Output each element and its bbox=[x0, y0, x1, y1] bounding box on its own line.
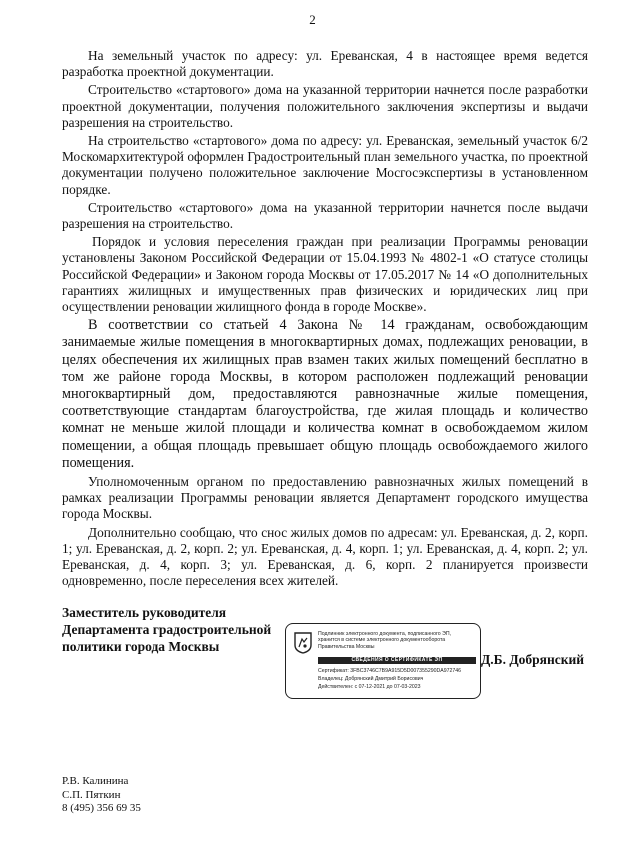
letter-body bbox=[62, 48, 588, 592]
stamp-notice-line: хранится в системе электронного документооборота bbox=[318, 637, 446, 644]
stamp-notice bbox=[318, 631, 476, 650]
electronic-signature-stamp bbox=[285, 623, 481, 699]
moscow-coat-of-arms-icon bbox=[294, 632, 312, 654]
performer-phone: 8 (495) 356 69 35 bbox=[62, 802, 141, 814]
signatory-title-line: Департамента градостроительной bbox=[62, 622, 272, 637]
paragraph: Уполномоченным органом по предоставлению равнозначных жилых помещений в рамках реализации Программы реновации является Департамент городского имущества города Москвы. bbox=[62, 474, 588, 522]
page-number: 2 bbox=[309, 12, 316, 27]
paragraph: Строительство «стартового» дома на указанной территории начнется после выдачи разрешения на строительство. bbox=[62, 199, 588, 232]
signatory-title-line: Заместитель руководителя bbox=[62, 605, 227, 620]
paragraph: Дополнительно сообщаю, что снос жилых домов по адресам: ул. Ереванская, д. 2, корп. 1; ул. Ереванская, д. 2, корп. 2; ул. Ереванская, д. 4, корп. 1; ул. Ереванская, д. 4, корп. 2; ул. Ереванская, д. 4, корп. 3; ул. Ереванская, д. 6, корп. 2 планируется произвести одновременно, после переселения всех жителей. bbox=[62, 524, 588, 589]
signatory-title-line: политики города Москвы bbox=[62, 639, 220, 654]
paragraph: Строительство «стартового» дома на указанной территории начнется после разработки проектной документации, получения положительного заключения экспертизы и выдачи разрешения на строительство. bbox=[62, 82, 588, 130]
performers-block bbox=[62, 775, 141, 816]
paragraph: На земельный участок по адресу: ул. Ереванская, 4 в настоящее время ведется разработка проектной документации. bbox=[62, 48, 588, 80]
stamp-notice-line: Подлинник электронного документа, подписанного ЭП, bbox=[318, 631, 452, 637]
paragraph: Порядок и условия переселения граждан при реализации Программы реновации установлены Законом Российской Федерации от 15.04.1993 № 4802-1 «О статусе столицы Российской Федерации» и Законом города Москвы от 17.05.2017 № 14 «О дополнительных гарантиях жилищных и имущественных прав физических и юридических лиц при осуществлении реновации жилищного фонда в городе Москве». bbox=[62, 234, 588, 315]
performer-line: С.П. Пяткин bbox=[62, 788, 121, 801]
stamp-certificate: Сертификат: 3FBC3746C7B9A915D5D007355290DA972746 bbox=[318, 668, 462, 674]
stamp-validity: Действителен: с 07-12-2021 до 07-03-2023 bbox=[318, 684, 421, 690]
stamp-header: СВЕДЕНИЯ О СЕРТИФИКАТЕ ЭП bbox=[318, 657, 476, 664]
paragraph: В соответствии со статьей 4 Закона № 14 гражданам, освобождающим занимаемые жилые помещения в многоквартирных домах, подлежащих реновации, в целях обеспечения их жилищных прав взамен таких жилых помещений бесплатно в том же районе города Москвы, в котором расположен подлежащий реновации многоквартирный дом, предоставляются равнозначные жилые помещения, соответствующие стандартам благоустройства, где жилая площадь и количество комнат не меньше жилой площади и количества комнат в освобождаемом жилом помещении, а общая площадь превышает общую площадь освобождаемого жилого помещения. bbox=[62, 317, 588, 471]
performer-line: Р.В. Калинина bbox=[62, 775, 129, 787]
stamp-owner: Владелец: Добрянский Дмитрий Борисович bbox=[318, 676, 424, 682]
signatory-title bbox=[62, 604, 292, 655]
stamp-notice-line: Правительства Москвы bbox=[318, 643, 375, 650]
signatory-name: Д.Б. Добрянский bbox=[481, 652, 585, 667]
paragraph: На строительство «стартового» дома по адресу: ул. Ереванская, земельный участок 6/2 Москомархитектурой оформлен Градостроительный план земельного участка, по проектной документации получено положительное заключение Мосгосэкспертизы в установленном порядке. bbox=[62, 133, 588, 197]
